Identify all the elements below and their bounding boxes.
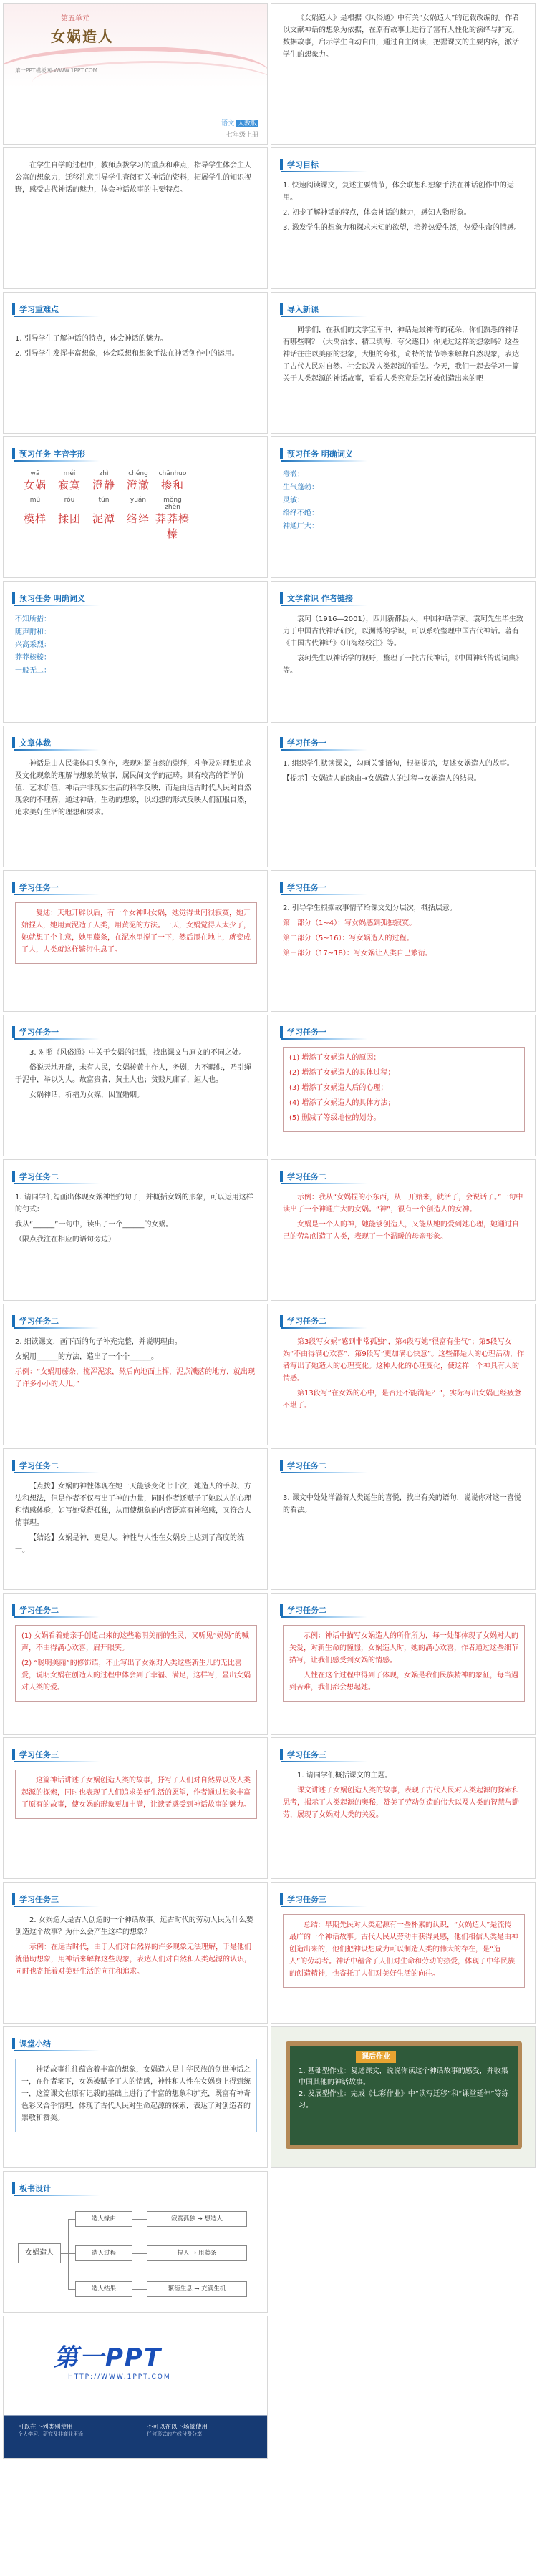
- meaning-field: 络绎不绝：: [283, 509, 319, 517]
- slide-header: [4, 879, 59, 895]
- slide-header: [271, 1458, 326, 1473]
- pinyin: chéng: [128, 470, 148, 477]
- brand-logo: 第一PPT: [54, 2343, 163, 2372]
- keypoint-item: 1. 引导学生了解神话的特点，体会神话的魅力。: [15, 335, 168, 343]
- task-body: [283, 1492, 525, 1519]
- usage-forbidden-sub: 任何形式的在线付费分享: [147, 2431, 202, 2437]
- newlesson-slide: [271, 292, 536, 434]
- author-paragraph: 袁珂先生以神话学的视野，整理了一批古代神话，《中国神话传说词典》等。: [283, 655, 523, 675]
- task-item: 3. 课文中处处洋溢着人类诞生的喜悦，找出有关的语句，说说你对这一喜悦的看法。: [283, 1494, 521, 1514]
- answer-frame: [283, 1047, 525, 1132]
- quote-text: 女娲神话，祈福为女媒，因置婚姻。: [29, 1091, 144, 1099]
- task3e-slide: [271, 1882, 536, 2024]
- slide-title: 预习任务 字音字形: [19, 449, 85, 459]
- subject-label: [221, 118, 258, 127]
- intro-slide: [271, 3, 536, 145]
- character: 女娲: [23, 479, 47, 492]
- answer-text: 第3段写女娲“感到非常孤独”，第4段写她“很富有生气”；第5段写女娲“不由得满心欢喜”，第9段写“更加满心快意”。这些都是人的心理活动，作者写出了她造人的心理变化。这种人化的心理变化，使这样一个神具有人的情感。: [283, 1338, 525, 1382]
- slide-title: 文学常识 作者链接: [287, 594, 353, 603]
- task-item: 3. 对照《风俗通》中关于女娲的记载，找出课文与原文的不同之处。: [29, 1049, 246, 1057]
- meaning-fields: [283, 469, 525, 533]
- character: 揉团: [57, 512, 81, 525]
- difficulty-slide: [3, 147, 268, 289]
- meaning-field: 一般无二：: [15, 667, 51, 675]
- character: 掺和: [160, 479, 184, 492]
- goal-item: 1. 快速阅读课文，复述主要情节，体会联想和想象手法在神话创作中的运用。: [283, 182, 514, 202]
- answer-text: 示例：在远古时代，由于人们对自然界的许多现象无法理解，于是他们就借助想象，用神话来解释这些现象，表达人们对自然和人类起源的认识，同时也寄托着对美好生活的向往和追求。: [15, 1943, 251, 1976]
- task-item: 2. 女娲造人是古人创造的一个神话故事。远古时代的劳动人民为什么要创造这个故事？为什么会产生这样的想象？: [15, 1916, 253, 1936]
- answer-frame: [15, 902, 257, 964]
- summary-text: 神话故事往往蕴含着丰富的想象，女娲造人是中华民族的创世神话之一，在作者笔下，女娲被赋予了人的情感，神性和人性在女娲身上得到统一，这篇课文在原有记载的基础上进行了丰富的想象和扩充，既富有神奇色彩又合乎情理，体现了古代人民对生命起源的探索，表达了对创造者的崇敬和赞美。: [21, 2066, 251, 2122]
- meaning-field: 神通广大：: [283, 522, 319, 530]
- task2b-slide: [271, 1159, 536, 1301]
- slide-title: 板书设计: [19, 2184, 51, 2193]
- task-hint: 【提示】女娲造人的缘由→女娲造人的过程→女娲造人的结果。: [283, 775, 481, 783]
- answer-text: 总结：早期先民对人类起源有一些朴素的认识，“女娲造人”是流传最广的一个神话故事。古代人民从劳动中获得灵感，他们相信人类是由神创造出来的，他们把神设想成为可以制造人类的伟大的存在，是“造人”的劳动者。神话中蕴含了人们对生命和劳动的热爱，体现了中华民族的创造精神，也寄托了人们对美好生活的向往。: [289, 1921, 518, 1978]
- slide-header: [4, 1024, 59, 1040]
- publisher-badge: 人教版: [237, 120, 257, 127]
- character: 寂寞: [57, 479, 81, 492]
- slide-title: 预习任务 明确词义: [19, 594, 85, 603]
- pinyin: mú: [29, 497, 41, 504]
- task-item: 1. 请同学们勾画出体现女娲神性的句子，并概括女娲的形象，可以运用这样的句式：: [15, 1194, 253, 1214]
- task3d-slide: [3, 1882, 268, 2024]
- slide-title: 导入新课: [287, 305, 319, 314]
- homework-item: 2. 发展型作业：完成《七彩作业》中“读写迁移”和“课堂延伸”等练习。: [299, 2090, 509, 2109]
- answer-item: (2) “聪明美丽”的修饰语，不止写出了女娲对人类这些新生儿的无比喜爱，说明女娲在创造人的过程中体会到了幸福、满足，这样写，显出女娲对人类的爱。: [21, 1659, 251, 1692]
- pinyin: zhì: [99, 470, 109, 477]
- homework-item: 1. 基础型作业：复述课文，说说你读这个神话故事的感受，并收集中国其他的神话故事。: [299, 2067, 508, 2087]
- slide-title: 预习任务 明确词义: [287, 449, 353, 459]
- difficulty-paragraph: 在学生自学的过程中，教师点拨学习的重点和难点，指导学生体会主人公富的想象力，迁移注意引导学生查阅有关神话的资料，拓展学生的知识视野，感受古代神话的魅力，体会神话故事的主要特点。: [15, 162, 251, 194]
- keypoint-item: 2. 引导学生发挥丰富想象，体会联想和想象手法在神话创作中的运用。: [15, 350, 239, 358]
- answer-text: 示例：神话中描写女娲造人的所作所为，每一处都体现了女娲对人的关爱，对新生命的憧憬，女娲造人时，她的满心欢喜，作者通过这些细节描写，让我们感受到女娲的情感。: [289, 1632, 518, 1664]
- pinyin-row: [18, 497, 190, 511]
- character: 澄静: [92, 479, 115, 492]
- slide-title: 学习任务一: [287, 738, 326, 748]
- task1b-slide: [3, 870, 268, 1012]
- meaning-field: 灵敏：: [283, 497, 304, 504]
- character: 莽莽榛榛: [155, 512, 190, 540]
- meaning-field: 兴高采烈：: [15, 641, 51, 649]
- task1d-slide: [3, 1015, 268, 1156]
- preview-meaning-slide: [271, 436, 536, 578]
- slide-title: 学习任务一: [19, 883, 59, 892]
- slide-title: 学习任务二: [287, 1317, 326, 1326]
- slide-title: 学习任务一: [287, 1028, 326, 1037]
- answer-text: 第13段写“在女娲的心中，是否还不能满足？”，实际写出女娲已经疲惫不堪了。: [283, 1390, 522, 1410]
- answer-item: (5) 删减了等级地位的划分。: [289, 1114, 381, 1122]
- slide-header: [271, 1169, 326, 1184]
- preview-pronunciation-slide: [3, 436, 268, 578]
- meaning-field: 不知所措：: [15, 615, 51, 623]
- answer-frame: [15, 1625, 257, 1702]
- task-body: [15, 902, 257, 964]
- pinyin: róu: [64, 497, 75, 504]
- slide-title: 学习任务二: [287, 1606, 326, 1615]
- character: 澄澈: [126, 479, 150, 492]
- slide-header: [4, 1602, 59, 1618]
- slide-header: [271, 879, 326, 895]
- task-answer: 第三部分（17~18）：写女娲让人类自己繁衍。: [283, 950, 432, 957]
- site-label: 第一PPT模板网-WWW.1PPT.COM: [15, 67, 98, 74]
- newlesson-paragraph: 同学们，在我们的文学宝库中，神话是最神奇的花朵，你们熟悉的神话有哪些啊？（大禹治水、精卫填海、夸父逐日）你见过这样的想象吗？这些神话往往以美丽的想象，大胆的夸张，奇特的情节等来解释自然现象，表达了古代人民对自然、社会以及人类起源的看法。今天，我们一起去学习一篇关于人类起源的神话故事，看看人类究竟是怎样被创造出来的吧！: [283, 326, 519, 383]
- slide-header: [4, 1747, 59, 1762]
- meaning-field: 澄澈：: [283, 471, 304, 479]
- tree-branch: 造人过程: [75, 2245, 132, 2261]
- tree-branch: 造人结果: [75, 2281, 132, 2297]
- task-body: [283, 1625, 525, 1702]
- slide-header: [4, 2036, 51, 2051]
- answer-item: (1) 女娲看着她亲手创造出来的这些聪明美丽的生灵，又听见“妈妈”的喊声，不由得满心欢喜，眉开眼笑。: [21, 1632, 249, 1652]
- difficulty-body: [15, 160, 257, 199]
- slide-header: [271, 1024, 326, 1040]
- answer-item: (2) 增添了女娲造人的具体过程；: [289, 1069, 395, 1077]
- slide-title: 课堂小结: [19, 2039, 51, 2049]
- answer-text: 这篇神话讲述了女娲创造人类的故事，抒写了人们对自然界以及人类起源的探索，同时也表现了人们追求美好生活的愿望，作者通过想象丰富了原有的故事，使女娲的形象更加丰满，让读者感受到神话故事的魅力。: [21, 1777, 251, 1809]
- slide-title: 学习重难点: [19, 305, 59, 314]
- usage-forbidden-title: 不可以在以下场景使用: [147, 2424, 208, 2431]
- meaning-fields: [15, 613, 257, 678]
- usage-forbidden: [147, 2422, 261, 2438]
- answer-frame: [283, 1625, 525, 1702]
- slide-title: 学习任务三: [287, 1750, 326, 1760]
- genre-slide: [3, 726, 268, 867]
- task2e-slide: [3, 1448, 268, 1590]
- task1e-slide: [271, 1015, 536, 1156]
- slide-header: [271, 301, 319, 317]
- tree-leaf: 繁衍生息 → 充满生机: [147, 2281, 247, 2297]
- usage-allowed: [18, 2422, 132, 2438]
- task-body: [283, 1770, 525, 1824]
- slide-title: 学习任务三: [287, 1895, 326, 1904]
- task-body: [283, 902, 525, 962]
- task-body: [283, 1336, 525, 1415]
- homework-slide: [271, 2026, 536, 2168]
- slide-title: 学习任务二: [19, 1172, 59, 1181]
- intro-body: [283, 12, 525, 64]
- hint-text: 【点拨】女娲的神性体现在她一天能够变化七十次，她造人的手段、方法和想法，但是作者不仅写出了神的力量，同时作者还赋予了她以人的心理和情感体验，如写她觉得孤独，从而使想象的内容既富有神秘感，又符合人情事理。: [15, 1483, 251, 1527]
- task-body: [15, 1047, 257, 1104]
- goals-list: [283, 180, 525, 237]
- slide-header: [271, 1747, 326, 1762]
- pinyin: wā: [30, 470, 40, 477]
- slide-title: 学习任务一: [19, 1028, 59, 1037]
- answer-text: 课文讲述了女娲创造人类的故事，表现了古代人民对人类起源的探索和思考，揭示了人类起源的奥秘，赞美了劳动创造的伟大以及人类的智慧与勤劳，展现了女娲对人类的关爱。: [283, 1787, 519, 1819]
- task-pattern: 女娲用______的方法，造出了一个个______。: [15, 1353, 158, 1361]
- task-answer: 第一部分（1~4）：写女娲感到孤独寂寞。: [283, 919, 417, 927]
- author-slide: [271, 581, 536, 723]
- task-body: [283, 1914, 525, 1988]
- answer-frame: [15, 1770, 257, 1819]
- chalkboard: [286, 2041, 522, 2149]
- vocab-grid: [11, 470, 190, 545]
- tree-root: 女娲造人: [18, 2243, 61, 2263]
- slide-header: [4, 1458, 59, 1473]
- quote-text: 俗说天地开辟，未有人民，女娲抟黄土作人，务剧，力不暇供，乃引绳于泥中，举以为人。故富贵者，黄土人也；贫贱凡庸者，絙人也。: [15, 1064, 251, 1084]
- task3c-slide: [271, 1737, 536, 1879]
- keypoints-list: [15, 333, 257, 363]
- preview-meaning-slide-2: [3, 581, 268, 723]
- character-row: [18, 477, 190, 492]
- genre-body: [15, 758, 257, 821]
- intro-paragraph: 《女娲造人》是根据《风俗通》中有关“女娲造人”的记载改编的。作者以文献神话的想象为依据，在原有故事上进行了富有人性化的演绎与扩充，数据故事，启示学生自动自由，通过自主阅读，把握课文的主要内容，激活学生的想象力。: [283, 14, 520, 59]
- task2d-slide: [271, 1304, 536, 1445]
- lesson-title: 女娲造人: [51, 28, 114, 45]
- pinyin: chānhuo: [158, 470, 187, 477]
- usage-allowed-sub: 个人学习、研究及非商业用途: [18, 2431, 83, 2437]
- task-body: [15, 1336, 257, 1393]
- slide-title: 学习任务三: [19, 1750, 59, 1760]
- task3a-slide: [271, 1593, 536, 1735]
- slide-title: 学习任务三: [19, 1895, 59, 1904]
- cover-slide: [3, 3, 268, 145]
- tree-leaf: 寂寞孤独 → 想造人: [147, 2211, 247, 2227]
- slide-title: 学习任务二: [287, 1461, 326, 1470]
- task-body: [283, 1191, 525, 1246]
- task2c-slide: [3, 1304, 268, 1445]
- task-item: 2. 引导学生根据故事情节给课文划分层次，概括层意。: [283, 904, 457, 912]
- task-body: [15, 1625, 257, 1702]
- character: 络绎: [126, 512, 150, 525]
- task-note: （限点我注在相应的语句旁边）: [15, 1236, 115, 1244]
- unit-label: 第五单元: [61, 15, 90, 23]
- genre-paragraph: 神话是由人民集体口头创作，表现对超自然的崇拜，斗争及对理想追求及文化现象的理解与想象的故事，属民间文学的范畴。具有较高的哲学价值、艺术价值，神话并非现实生活的科学反映，而是由远古时代人民对自然现象的不理解，通过神话，生动的想象，以幻想的形式反映人们征服自然，追求美好生活的理想和要求。: [15, 760, 251, 816]
- slide-header: [271, 1891, 326, 1907]
- task-item: 1. 请同学们概括课文的主题。: [297, 1772, 392, 1780]
- summary-slide: [3, 2026, 268, 2168]
- slide-header: [4, 446, 85, 462]
- character-row: [18, 511, 190, 541]
- author-paragraph: 袁珂（1916—2001），四川新都县人，中国神话学家。袁珂先生毕生致力于中国古代神话研究，以渊博的学识，可以系统整理中国古代神话。著有《中国古代神话》《山海经校注》等。: [283, 615, 523, 648]
- task2a-slide: [3, 1159, 268, 1301]
- task-body: [15, 1914, 257, 1981]
- slide-header: [4, 1313, 59, 1329]
- answer-item: (3) 增添了女娲造人后的心理；: [289, 1084, 388, 1092]
- summary-frame: [15, 2059, 257, 2132]
- goal-item: 3. 激发学生的想象力和探求未知的欲望，培养热爱生活，热爱生命的情感。: [283, 224, 521, 232]
- slide-header: [4, 590, 85, 606]
- pinyin-row: [18, 470, 190, 477]
- task-body: [15, 1770, 257, 1819]
- slide-title: 学习任务一: [287, 883, 326, 892]
- brand-url: HTTP://WWW.1PPT.COM: [68, 2373, 171, 2381]
- answer-text: 女娲是一个人的神，她能够创造人，又能从她的爱到她心理，她通过自己的劳动创造了人类，表现了一个温暖的母亲形象。: [283, 1221, 519, 1241]
- author-body: [283, 613, 525, 680]
- task-answer: 示例：“女娲用藤条，搅浑泥浆，然后向地面上挥，泥点溅落的地方，就出现了许多小小的人儿。”: [15, 1368, 256, 1388]
- task3b-slide: [3, 1737, 268, 1879]
- answer-text: 人性在这个过程中得到了体现，女娲是我们民族精神的象征，每当遇到苦难，我们都会想起她。: [289, 1672, 518, 1692]
- board-design-slide: [3, 2171, 268, 2313]
- meaning-field: 随声附和：: [15, 628, 51, 636]
- pinyin: méi: [63, 470, 76, 477]
- task-answer: 第二部分（5~16）：写女娲造人的过程。: [283, 935, 414, 942]
- task2g-slide: [3, 1593, 268, 1735]
- slide-title: 学习任务二: [19, 1606, 59, 1615]
- answer-text: 示例：我从“女娲捏的小东西，从一开始来，就活了，会说话了。”一句中读出了一个神通广大的女娲。“神”，很有一个创造人的女神。: [283, 1194, 523, 1214]
- newlesson-body: [283, 324, 525, 388]
- answer-item: (4) 增添了女娲造人的具体方法；: [289, 1099, 395, 1107]
- conclusion-text: 【结论】女娲是神，更是人。神性与人性在女娲身上达到了高度的统一。: [15, 1534, 244, 1554]
- task-item: 2. 细读课文，画下面的句子补充完整，并说明理由。: [15, 1338, 182, 1346]
- goals-slide: [271, 147, 536, 289]
- character: 泥潭: [92, 512, 115, 525]
- task2f-slide: [271, 1448, 536, 1590]
- task-item: 1. 组织学生默读课文，勾画关键语句，根据提示，复述女娲造人的故事。: [283, 760, 514, 768]
- meaning-field: 生气蓬勃：: [283, 484, 319, 492]
- task-body: [15, 1480, 257, 1559]
- homework-tag: 课后作业: [356, 2051, 396, 2063]
- answer-item: (1) 增添了女娲造人的原因；: [289, 1054, 381, 1062]
- slide-header: [271, 1313, 326, 1329]
- usage-allowed-title: 可以在下列类别使用: [18, 2424, 73, 2431]
- slide-header: [4, 301, 59, 317]
- slide-title: 学习任务二: [19, 1461, 59, 1470]
- answer-frame: [283, 1914, 525, 1988]
- slide-header: [271, 446, 353, 462]
- task1c-slide: [271, 870, 536, 1012]
- task-pattern: 我从“______”一句中，读出了一个______的女娲。: [15, 1221, 173, 1229]
- slide-header: [4, 735, 51, 751]
- brand-slide: [3, 2316, 268, 2459]
- character: 模样: [23, 512, 47, 525]
- task-body: [283, 758, 525, 788]
- slide-title: 学习任务二: [287, 1172, 326, 1181]
- goal-item: 2. 初步了解神话的特点，体会神话的魅力，感知人物形象。: [283, 209, 471, 217]
- slide-header: [271, 735, 326, 751]
- summary-body: [15, 2059, 257, 2132]
- board-tree: [18, 2206, 254, 2299]
- slide-header: [4, 1891, 59, 1907]
- slide-header: [271, 590, 353, 606]
- slide-title: 学习目标: [287, 160, 319, 170]
- keypoints-slide: [3, 292, 268, 434]
- task1a-slide: [271, 726, 536, 867]
- slide-header: [4, 1169, 59, 1184]
- pinyin: yuán: [130, 497, 147, 504]
- slide-title: 学习任务二: [19, 1317, 59, 1326]
- slide-header: [271, 157, 319, 172]
- pinyin: tǔn: [98, 497, 110, 504]
- slide-header: [271, 1602, 326, 1618]
- slide-title: 文章体裁: [19, 738, 51, 748]
- task-body: [15, 1191, 257, 1249]
- grade-label: 七年级上册: [226, 132, 258, 139]
- subject-name: 语文: [221, 120, 235, 127]
- tree-branch: 造人缘由: [75, 2211, 132, 2227]
- tree-leaf: 捏人 → 甩藤条: [147, 2245, 247, 2261]
- meaning-field: 莽莽榛榛：: [15, 654, 51, 662]
- slide-header: [4, 2180, 51, 2196]
- pinyin: mǒng zhèn: [163, 497, 182, 511]
- blank-slide: [271, 2171, 536, 2313]
- task-body: [283, 1047, 525, 1132]
- answer-text: 复述：天地开辟以后，有一个女神叫女娲，她觉得世间很寂寞，她开始捏人，她用黄泥造了人类，用黄泥的方法。一天，女娲觉得人太少了，她就想了个主意，她用藤条，在泥水里搅了一下，然后甩在地上，就变成了人，人类就这样繁衍生息了。: [21, 909, 251, 954]
